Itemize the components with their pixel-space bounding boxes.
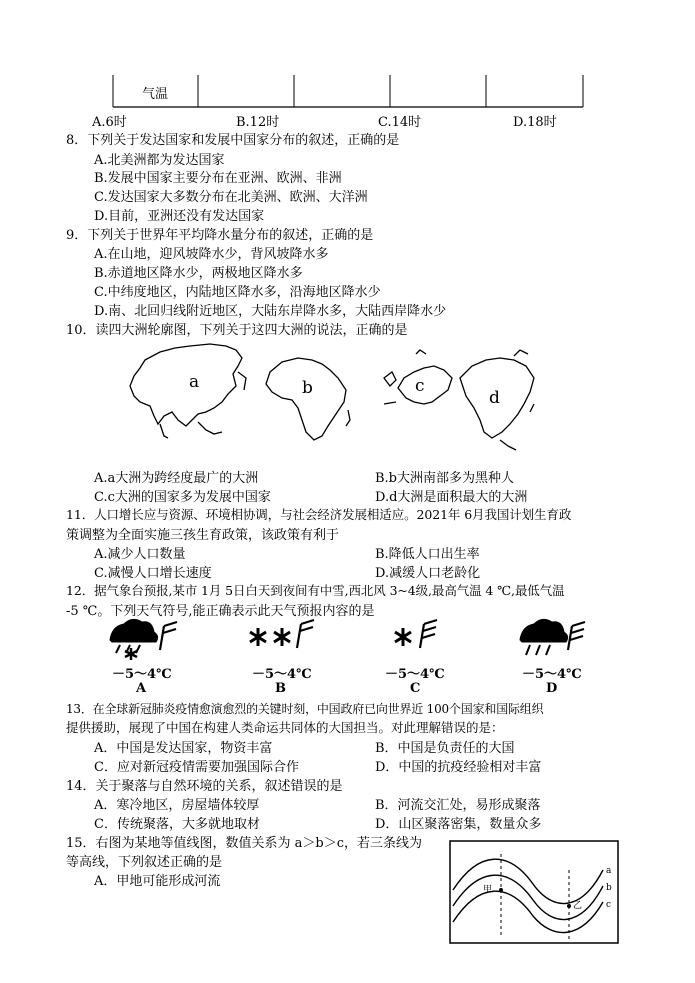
q10-option-b[interactable]: B.b大洲南部多为黑种人	[375, 471, 515, 486]
q9-option-d[interactable]: D.南、北回归线附近地区，大陆东岸降水多，大陆西岸降水少	[94, 304, 447, 319]
q9-option-c[interactable]: C.中纬度地区，内陆地区降水多，沿海地区降水少	[94, 285, 381, 300]
q9-option-a[interactable]: A.在山地，迎风坡降水少，背风坡降水多	[94, 247, 329, 262]
q9-option-b[interactable]: B.赤道地区降水少，两极地区降水多	[94, 266, 303, 281]
q14-option-a[interactable]: A．寒冷地区，房屋墙体较厚	[94, 798, 260, 813]
q8-option-a[interactable]: A.北美洲都为发达国家	[94, 153, 225, 168]
q8-option-d[interactable]: D.目前，亚洲还没有发达国家	[94, 209, 265, 224]
contour-label-a: a	[606, 866, 612, 876]
contour-label-c: c	[606, 900, 612, 910]
q12-option-a[interactable]: A	[136, 681, 147, 696]
point-jia-label: 甲	[483, 885, 493, 895]
q10-option-a[interactable]: A.a大洲为跨经度最广的大洲	[94, 471, 259, 486]
q8-stem: 8．下列关于发达国家和发展中国家分布的叙述，正确的是	[66, 133, 400, 148]
weather-symbol-a-icon	[110, 619, 177, 660]
map-label-a: a	[189, 372, 200, 392]
q7-option-a[interactable]: A.6时	[92, 115, 127, 130]
q12-temp-b: －5～4℃	[252, 667, 312, 682]
q10-option-c[interactable]: C.c大洲的国家多为发展中国家	[94, 490, 271, 505]
q14-stem: 14．关于聚落与自然环境的关系，叙述错误的是	[66, 779, 343, 794]
q11-stem-line1: 11．人口增长应与资源、环境相协调，与社会经济发展相适应。2021年 6月我国计划生育政	[66, 507, 572, 522]
q13-option-c[interactable]: C．应对新冠疫情需要加强国际合作	[94, 760, 299, 775]
q12-stem-line1: 12．据气象台预报,某市 1月 5日白天到夜间有中雪,西北风 3~4级,最高气温 4 ℃,最低气温	[66, 583, 565, 598]
q7-option-c[interactable]: C.14时	[378, 115, 422, 130]
point-yi-label: 乙	[573, 901, 583, 911]
map-label-c: c	[415, 376, 425, 396]
q13-stem-line1: 13．在全球新冠肺炎疫情愈演愈烈的关键时刻，中国政府已向世界近 100个国家和国际组织	[66, 702, 544, 716]
q10-option-d[interactable]: D.d大洲是面积最大的大洲	[375, 490, 528, 505]
q15-option-a[interactable]: A．甲地可能形成河流	[94, 874, 221, 889]
q14-option-d[interactable]: D．山区聚落密集，数量众多	[375, 817, 542, 832]
q7-option-d[interactable]: D.18时	[513, 115, 557, 130]
contour-label-b: b	[606, 883, 612, 893]
contour-line-figure	[449, 840, 619, 944]
q11-option-c[interactable]: C.减慢人口增长速度	[94, 566, 212, 581]
weather-symbol-b-icon	[250, 620, 314, 648]
q15-stem-line1: 15．右图为某地等值线图，数值关系为 a＞b＞c，若三条线为	[66, 836, 423, 851]
q12-option-c[interactable]: C	[410, 681, 421, 696]
table-cell-temperature: 气温	[142, 87, 169, 102]
weather-symbol-d-icon	[520, 619, 585, 655]
q10-stem: 10．读四大洲轮廓图，下列关于这四大洲的说法，正确的是	[66, 323, 408, 338]
q11-option-a[interactable]: A.减少人口数量	[94, 547, 186, 562]
q13-option-d[interactable]: D．中国的抗疫经验相对丰富	[375, 760, 542, 775]
q7-option-b[interactable]: B.12时	[236, 115, 280, 130]
q12-option-d[interactable]: D	[546, 681, 558, 696]
q12-temp-a: －5～4℃	[112, 667, 172, 682]
q12-stem-line2: -5 ℃。下列天气符号,能正确表示此天气预报内容的是	[66, 604, 375, 619]
q15-stem-line2: 等高线，下列叙述正确的是	[66, 855, 223, 870]
q8-option-b[interactable]: B.发展中国家主要分布在亚洲、欧洲、非洲	[94, 171, 342, 186]
q14-option-c[interactable]: C．传统聚落，大多就地取材	[94, 817, 260, 832]
q11-option-d[interactable]: D.减缓人口老龄化	[375, 566, 481, 581]
map-label-d: d	[489, 388, 500, 408]
q11-stem-line2: 策调整为全面实施三孩生育政策，该政策有利于	[66, 528, 340, 543]
q8-option-c[interactable]: C.发达国家大多数分布在北美洲、欧洲、大洋洲	[94, 190, 368, 205]
q13-option-a[interactable]: A．中国是发达国家，物资丰富	[94, 741, 273, 756]
q13-option-b[interactable]: B．中国是负责任的大国	[375, 741, 515, 756]
q12-temp-c: －5～4℃	[385, 667, 445, 682]
q9-stem: 9．下列关于世界年平均降水量分布的叙述，正确的是	[66, 228, 374, 243]
q11-option-b[interactable]: B.降低人口出生率	[375, 547, 480, 562]
q14-option-b[interactable]: B．河流交汇处，易形成聚落	[375, 798, 541, 813]
q12-temp-d: －5～4℃	[522, 667, 582, 682]
q12-option-b[interactable]: B	[275, 681, 286, 696]
weather-symbol-c-icon	[395, 620, 437, 648]
q13-stem-line2: 提供援助，展现了中国在构建人类命运共同体的大国担当。对此理解错误的是：	[66, 720, 504, 735]
map-label-b: b	[302, 378, 313, 398]
